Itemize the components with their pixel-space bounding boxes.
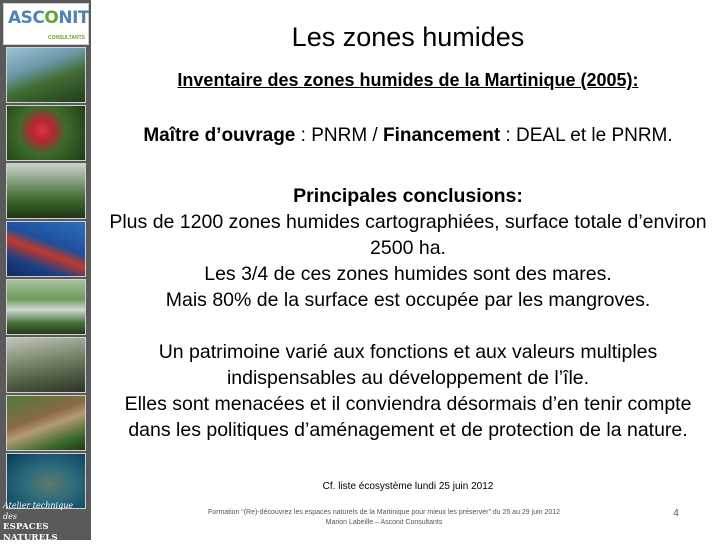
page-number: 4 <box>673 508 679 519</box>
left-sidebar <box>0 0 91 543</box>
logo-wordmark: ASCONIT <box>8 8 89 28</box>
heritage-line: Un patrimoine varié aux fonctions et aux valeurs multiples indispensables au développement de l’île. <box>158 341 658 389</box>
reef-photo <box>6 221 86 277</box>
waterfall-photo <box>6 279 86 335</box>
flower-photo <box>6 105 86 161</box>
asconit-logo <box>3 3 89 45</box>
owner-value: : PNRM / <box>295 125 383 146</box>
forest-photo <box>6 163 86 219</box>
slide-footer <box>164 508 604 528</box>
slide-subtitle: Inventaire des zones humides de la Martinique (2005): <box>177 70 639 90</box>
heritage-block <box>104 339 712 443</box>
footer-line2: Marion Labeille – Asconit Consultants <box>325 519 443 526</box>
footer-line1: Formation “(Re)-découvrez les espaces naturels de la Martinique pour mieux les préserver” du 25 au 29 juin 2012 <box>207 509 561 516</box>
conclusions-heading: Principales conclusions: <box>293 185 523 207</box>
slide-content <box>104 0 712 540</box>
heritage-line: Elles sont menacées et il conviendra désormais d’en tenir compte dans les politiques d’aménagement et de protection de la nature. <box>124 393 692 441</box>
conclusion-line: Mais 80% de la surface est occupée par les mangroves. <box>165 289 651 311</box>
brand-line2: ESPACES NATURELS <box>3 522 58 543</box>
owner-label: Maître d’ouvrage <box>143 125 296 146</box>
owner-line <box>104 124 712 148</box>
coast-photo <box>6 47 86 103</box>
funding-label: Financement <box>383 125 501 146</box>
reference-note: Cf. liste écosystème lundi 25 juin 2012 <box>322 481 494 492</box>
conclusion-line: Les 3/4 de ces zones humides sont des mares. <box>204 263 612 285</box>
iguana-photo <box>6 337 86 393</box>
funding-value: : DEAL et le PNRM. <box>500 125 673 146</box>
conclusions-block <box>104 183 712 313</box>
brand-line1: Atelier technique des <box>3 501 74 521</box>
logo-subtext: CONSULTANTS <box>47 35 85 41</box>
conclusion-line: Plus de 1200 zones humides cartographiées, surface totale d’environ 2500 ha. <box>109 211 707 259</box>
boardwalk-photo <box>6 395 86 451</box>
slide-title: Les zones humides <box>291 22 525 52</box>
brand-text <box>3 500 89 544</box>
